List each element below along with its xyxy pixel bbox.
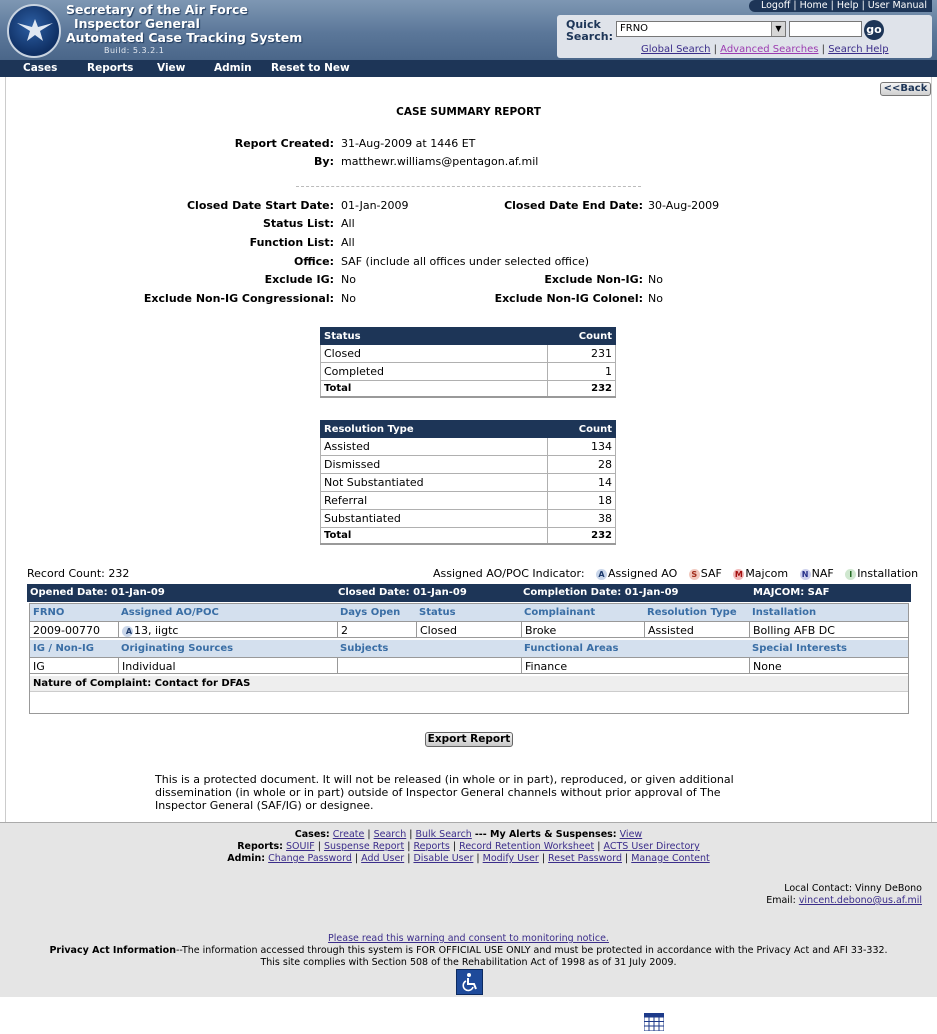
footer-reports-line: Reports: SOUIF | Suspense Report | Reports | Record Retention Worksheet | ACTS User Directory (237, 841, 700, 852)
nav-admin[interactable]: Admin (214, 62, 252, 74)
create-link[interactable]: Create (332, 829, 365, 840)
footer-warning (0, 933, 937, 945)
installation-icon: I (845, 569, 856, 580)
title-line-3: Automated Case Tracking System (66, 30, 303, 45)
logoff-link[interactable]: Logoff (760, 0, 791, 11)
table-row: Referral 18 (321, 492, 616, 510)
build-number: Build: 5.3.2.1 (104, 46, 165, 55)
export-report-button[interactable]: Export Report (425, 732, 513, 747)
office-label: Office: (294, 255, 334, 268)
bulk-search-link[interactable]: Bulk Search (415, 829, 472, 840)
search-link[interactable]: Search (373, 829, 407, 840)
divider (296, 186, 641, 187)
table-row: Not Substantiated 14 (321, 474, 616, 492)
record-retention-link[interactable]: Record Retention Worksheet (459, 841, 595, 852)
report-created-value: 31-Aug-2009 at 1446 ET (341, 137, 476, 150)
back-button[interactable]: <<Back (880, 82, 931, 96)
closed-end-value: 30-Aug-2009 (648, 199, 720, 212)
status-table (320, 327, 616, 398)
table-row: Assisted 134 (321, 438, 616, 456)
table-row: Closed 231 (321, 345, 616, 363)
souif-link[interactable]: SOUIF (286, 841, 315, 852)
exclude-colonel-label: Exclude Non-IG Colonel: (494, 292, 643, 305)
privacy-act-info: Privacy Act Information--The information accessed through this system is FOR OFFICIAL USE ONLY and must be protected in accordance with the Privacy Act and AFI 33-332. This site complies with Section 508 of the Rehabilitation Act of 1998 as of 31 July 2009. (49, 945, 888, 968)
contact-email-link[interactable]: vincent.debono@us.af.mil (798, 895, 922, 906)
status-list-value: All (341, 217, 355, 230)
main-nav (0, 60, 937, 77)
record-count: Record Count: 232 (27, 567, 130, 580)
reports-link[interactable]: Reports (413, 841, 450, 852)
warning-consent-link[interactable]: Please read this warning and consent to monitoring notice. (328, 933, 609, 944)
ao-poc-legend: Assigned AO/POC Indicator: A Assigned AO S SAF M Majcom N NAF I Installation (433, 567, 919, 580)
quick-search-label: Quick Search: (566, 18, 613, 43)
count-header: Count (548, 421, 616, 438)
table-row: 2009-00770 A 13, iigtc 2 Closed Broke Assisted Bolling AFB DC (30, 621, 908, 638)
accessibility-icon[interactable] (456, 969, 483, 995)
report-by-label: By: (314, 155, 334, 168)
footer-admin-line: Admin: Change Password | Add User | Disable User | Modify User | Reset Password | Manage Content (227, 853, 710, 864)
status-header: Status (321, 328, 548, 345)
total-row: Total 232 (321, 381, 616, 397)
go-button[interactable]: go (864, 20, 884, 40)
table-row: IG Individual Finance None (30, 657, 908, 674)
total-row: Total 232 (321, 528, 616, 544)
help-link[interactable]: Help (836, 0, 859, 11)
exclude-ig-label: Exclude IG: (264, 273, 334, 286)
count-header: Count (548, 328, 616, 345)
reset-password-link[interactable]: Reset Password (548, 853, 622, 864)
report-by-value: matthewr.williams@pentagon.af.mil (341, 155, 539, 168)
table-row: Completed 1 (321, 363, 616, 381)
saf-icon: S (689, 569, 700, 580)
nav-reports[interactable]: Reports (87, 62, 134, 74)
exclude-congressional-value: No (341, 292, 356, 305)
calendar-icon[interactable] (644, 1013, 664, 1031)
search-help-link[interactable]: Search Help (828, 44, 889, 55)
modify-user-link[interactable]: Modify User (482, 853, 539, 864)
report-title: CASE SUMMARY REPORT (396, 106, 541, 118)
status-list-label: Status List: (262, 217, 334, 230)
suspense-report-link[interactable]: Suspense Report (323, 841, 405, 852)
home-link[interactable]: Home (799, 0, 828, 11)
global-search-link[interactable]: Global Search (641, 44, 711, 55)
exclude-congressional-label: Exclude Non-IG Congressional: (143, 292, 334, 305)
table-row: Dismissed 28 (321, 456, 616, 474)
page-border-left (5, 77, 6, 822)
protected-document-notice: This is a protected document. It will not be released (in whole or in part), reproduced, or given additional dissemination (in whole or in part) outside of Inspector General channels without prior approval of The Inspector General (SAF/IG) or designee. (155, 773, 734, 812)
majcom: MAJCOM: SAF (753, 587, 830, 598)
air-force-seal-logo (7, 4, 61, 58)
resolution-table (320, 420, 616, 545)
assigned-ao-icon: A (122, 626, 133, 637)
user-directory-link[interactable]: ACTS User Directory (603, 841, 700, 852)
closed-end-label: Closed Date End Date: (504, 199, 643, 212)
advanced-searches-link[interactable]: Advanced Searches (720, 44, 819, 55)
app-header (0, 0, 937, 60)
footer-cases-line: Cases: Create | Search | Bulk Search --- My Alerts & Suspenses: View (294, 829, 643, 840)
frno-link[interactable]: 2009-00770 (33, 624, 100, 637)
local-contact: Local Contact: Vinny DeBono Email: vincent.debono@us.af.mil (766, 883, 922, 906)
exclude-colonel-value: No (648, 292, 663, 305)
closed-start-value: 01-Jan-2009 (341, 199, 409, 212)
alerts-view-link[interactable]: View (619, 829, 643, 840)
function-list-label: Function List: (249, 236, 334, 249)
app-title (66, 3, 302, 45)
closed-start-label: Closed Date Start Date: (186, 199, 334, 212)
nav-cases[interactable]: Cases (23, 62, 58, 74)
function-list-value: All (341, 236, 355, 249)
exclude-nonig-label: Exclude Non-IG: (544, 273, 643, 286)
nav-reset-to-new[interactable]: Reset to New (271, 62, 350, 74)
case-header-bar (27, 584, 911, 602)
exclude-ig-value: No (341, 273, 356, 286)
opened-date: Opened Date: 01-Jan-09 (30, 587, 165, 598)
naf-icon: N (800, 569, 811, 580)
case-header-row-1: FRNO Assigned AO/POC Days Open Status Complainant Resolution Type Installation (30, 604, 908, 621)
completion-date: Completion Date: 01-Jan-09 (523, 587, 679, 598)
top-links: Logoff | Home | Help | User Manual (749, 0, 932, 12)
closed-date: Closed Date: 01-Jan-09 (338, 587, 467, 598)
chevron-down-icon[interactable]: ▼ (771, 22, 785, 36)
case-record (29, 603, 909, 714)
report-created-label: Report Created: (234, 137, 334, 150)
page-border-right (931, 77, 932, 822)
footer (0, 822, 937, 997)
assigned-ao-icon: A (596, 569, 607, 580)
quick-search-panel (557, 15, 932, 58)
add-user-link[interactable]: Add User (361, 853, 405, 864)
table-row: Substantiated 38 (321, 510, 616, 528)
quick-search-input[interactable] (789, 21, 862, 37)
title-line-1: Secretary of the Air Force (66, 2, 248, 17)
case-header-row-2: IG / Non-IG Originating Sources Subjects Functional Areas Special Interests (30, 640, 908, 657)
resolution-header: Resolution Type (321, 421, 548, 438)
search-links: Global Search | Advanced Searches | Search Help (641, 44, 889, 55)
manage-content-link[interactable]: Manage Content (631, 853, 710, 864)
assigned-ao-cell: A 13, iigtc (118, 622, 178, 638)
change-password-link[interactable]: Change Password (268, 853, 352, 864)
disable-user-link[interactable]: Disable User (413, 853, 474, 864)
nature-of-complaint: Nature of Complaint: Contact for DFAS (30, 676, 908, 692)
majcom-icon: M (734, 570, 743, 579)
office-value: SAF (include all offices under selected office) (341, 255, 590, 268)
quick-search-type-select[interactable]: FRNO ▼ (616, 21, 786, 37)
exclude-nonig-value: No (648, 273, 663, 286)
title-line-2: Inspector General (74, 16, 200, 31)
user-manual-link[interactable]: User Manual (867, 0, 927, 11)
nav-view[interactable]: View (157, 62, 186, 74)
